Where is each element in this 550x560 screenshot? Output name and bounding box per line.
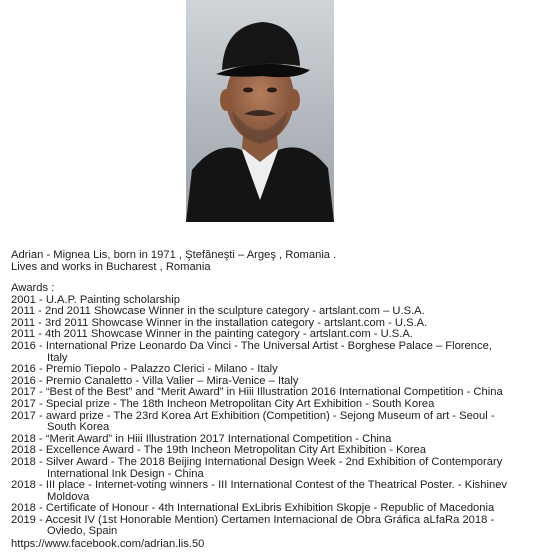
award-item-continuation: Oviedo, Spain <box>47 525 118 538</box>
award-item: 2018 - “Merit Award” in Hiii Illustration 2017 International Competition - China <box>11 432 392 445</box>
bio-line-birth: Adrian - Mignea Lis, born in 1971 , Ştefăneşti – Argeş , Romania . <box>11 249 337 261</box>
awards-heading: Awards : <box>11 282 55 294</box>
award-item: 2017 - award prize - The 23rd Korea Art Exhibition (Competition) - Sejong Museum of art - Seoul - <box>11 409 495 422</box>
portrait-photo <box>186 0 334 222</box>
award-item: 2011 - 2nd 2011 Showcase Winner in the sculpture category - artslant.com – U.S.A. <box>11 305 425 318</box>
award-item: 2011 - 4th 2011 Showcase Winner in the painting category - artslant.com - U.S.A. <box>11 328 413 341</box>
award-item-continuation: International Ink Design - China <box>47 467 204 480</box>
award-item-continuation: Italy <box>47 351 68 364</box>
award-item: 2018 - Silver Award - The 2018 Beijing International Design Week - 2nd Exhibition of Contemporary <box>11 455 503 468</box>
award-item: 2019 - Accesit IV (1st Honorable Mention) Certamen Internacional de Obra Gráfica aLfaRa 2018 - <box>11 513 495 526</box>
facebook-link[interactable]: https://www.facebook.com/adrian.lis.50 <box>11 538 205 550</box>
award-item: 2016 - International Prize Leonardo Da Vinci - The Universal Artist - Borghese Palace – Florence, <box>11 339 492 352</box>
award-item: 2018 - III place - Internet-voting winners - III International Contest of the Theatrical Poster. - Kishinev <box>11 479 508 492</box>
award-item-continuation: South Korea <box>47 421 110 434</box>
award-item: 2016 - Premio Canaletto - Villa Valier – Mira-Venice – Italy <box>11 374 299 387</box>
bio-line-residence: Lives and works in Bucharest , Romania <box>11 261 211 274</box>
award-item: 2017 - Special prize - The 18th Incheon Metropolitan City Art Exhibition - South Korea <box>11 397 435 410</box>
award-item: 2018 - Certificate of Honour - 4th International ExLibris Exhibition Skopje - Republic of Macedonia <box>11 502 495 515</box>
portrait-illustration <box>186 0 334 222</box>
award-item: 2001 - U.A.P. Painting scholarship <box>11 293 180 306</box>
award-item-continuation: Moldova <box>47 490 90 503</box>
awards-section <box>11 283 541 538</box>
award-item: 2011 - 3rd 2011 Showcase Winner in the installation category - artslant.com - U.S.A. <box>11 316 428 329</box>
bio-text <box>11 249 336 274</box>
award-item: 2018 - Excellence Award - The 19th Incheon Metropolitan City Art Exhibition - Korea <box>11 444 426 457</box>
award-item: 2016 - Premio Tiepolo - Palazzo Clerici - Milano - Italy <box>11 363 278 376</box>
award-item: 2017 - “Best of the Best” and “Merit Award” in Hiii Illustration 2016 International Competition - China <box>11 386 503 399</box>
